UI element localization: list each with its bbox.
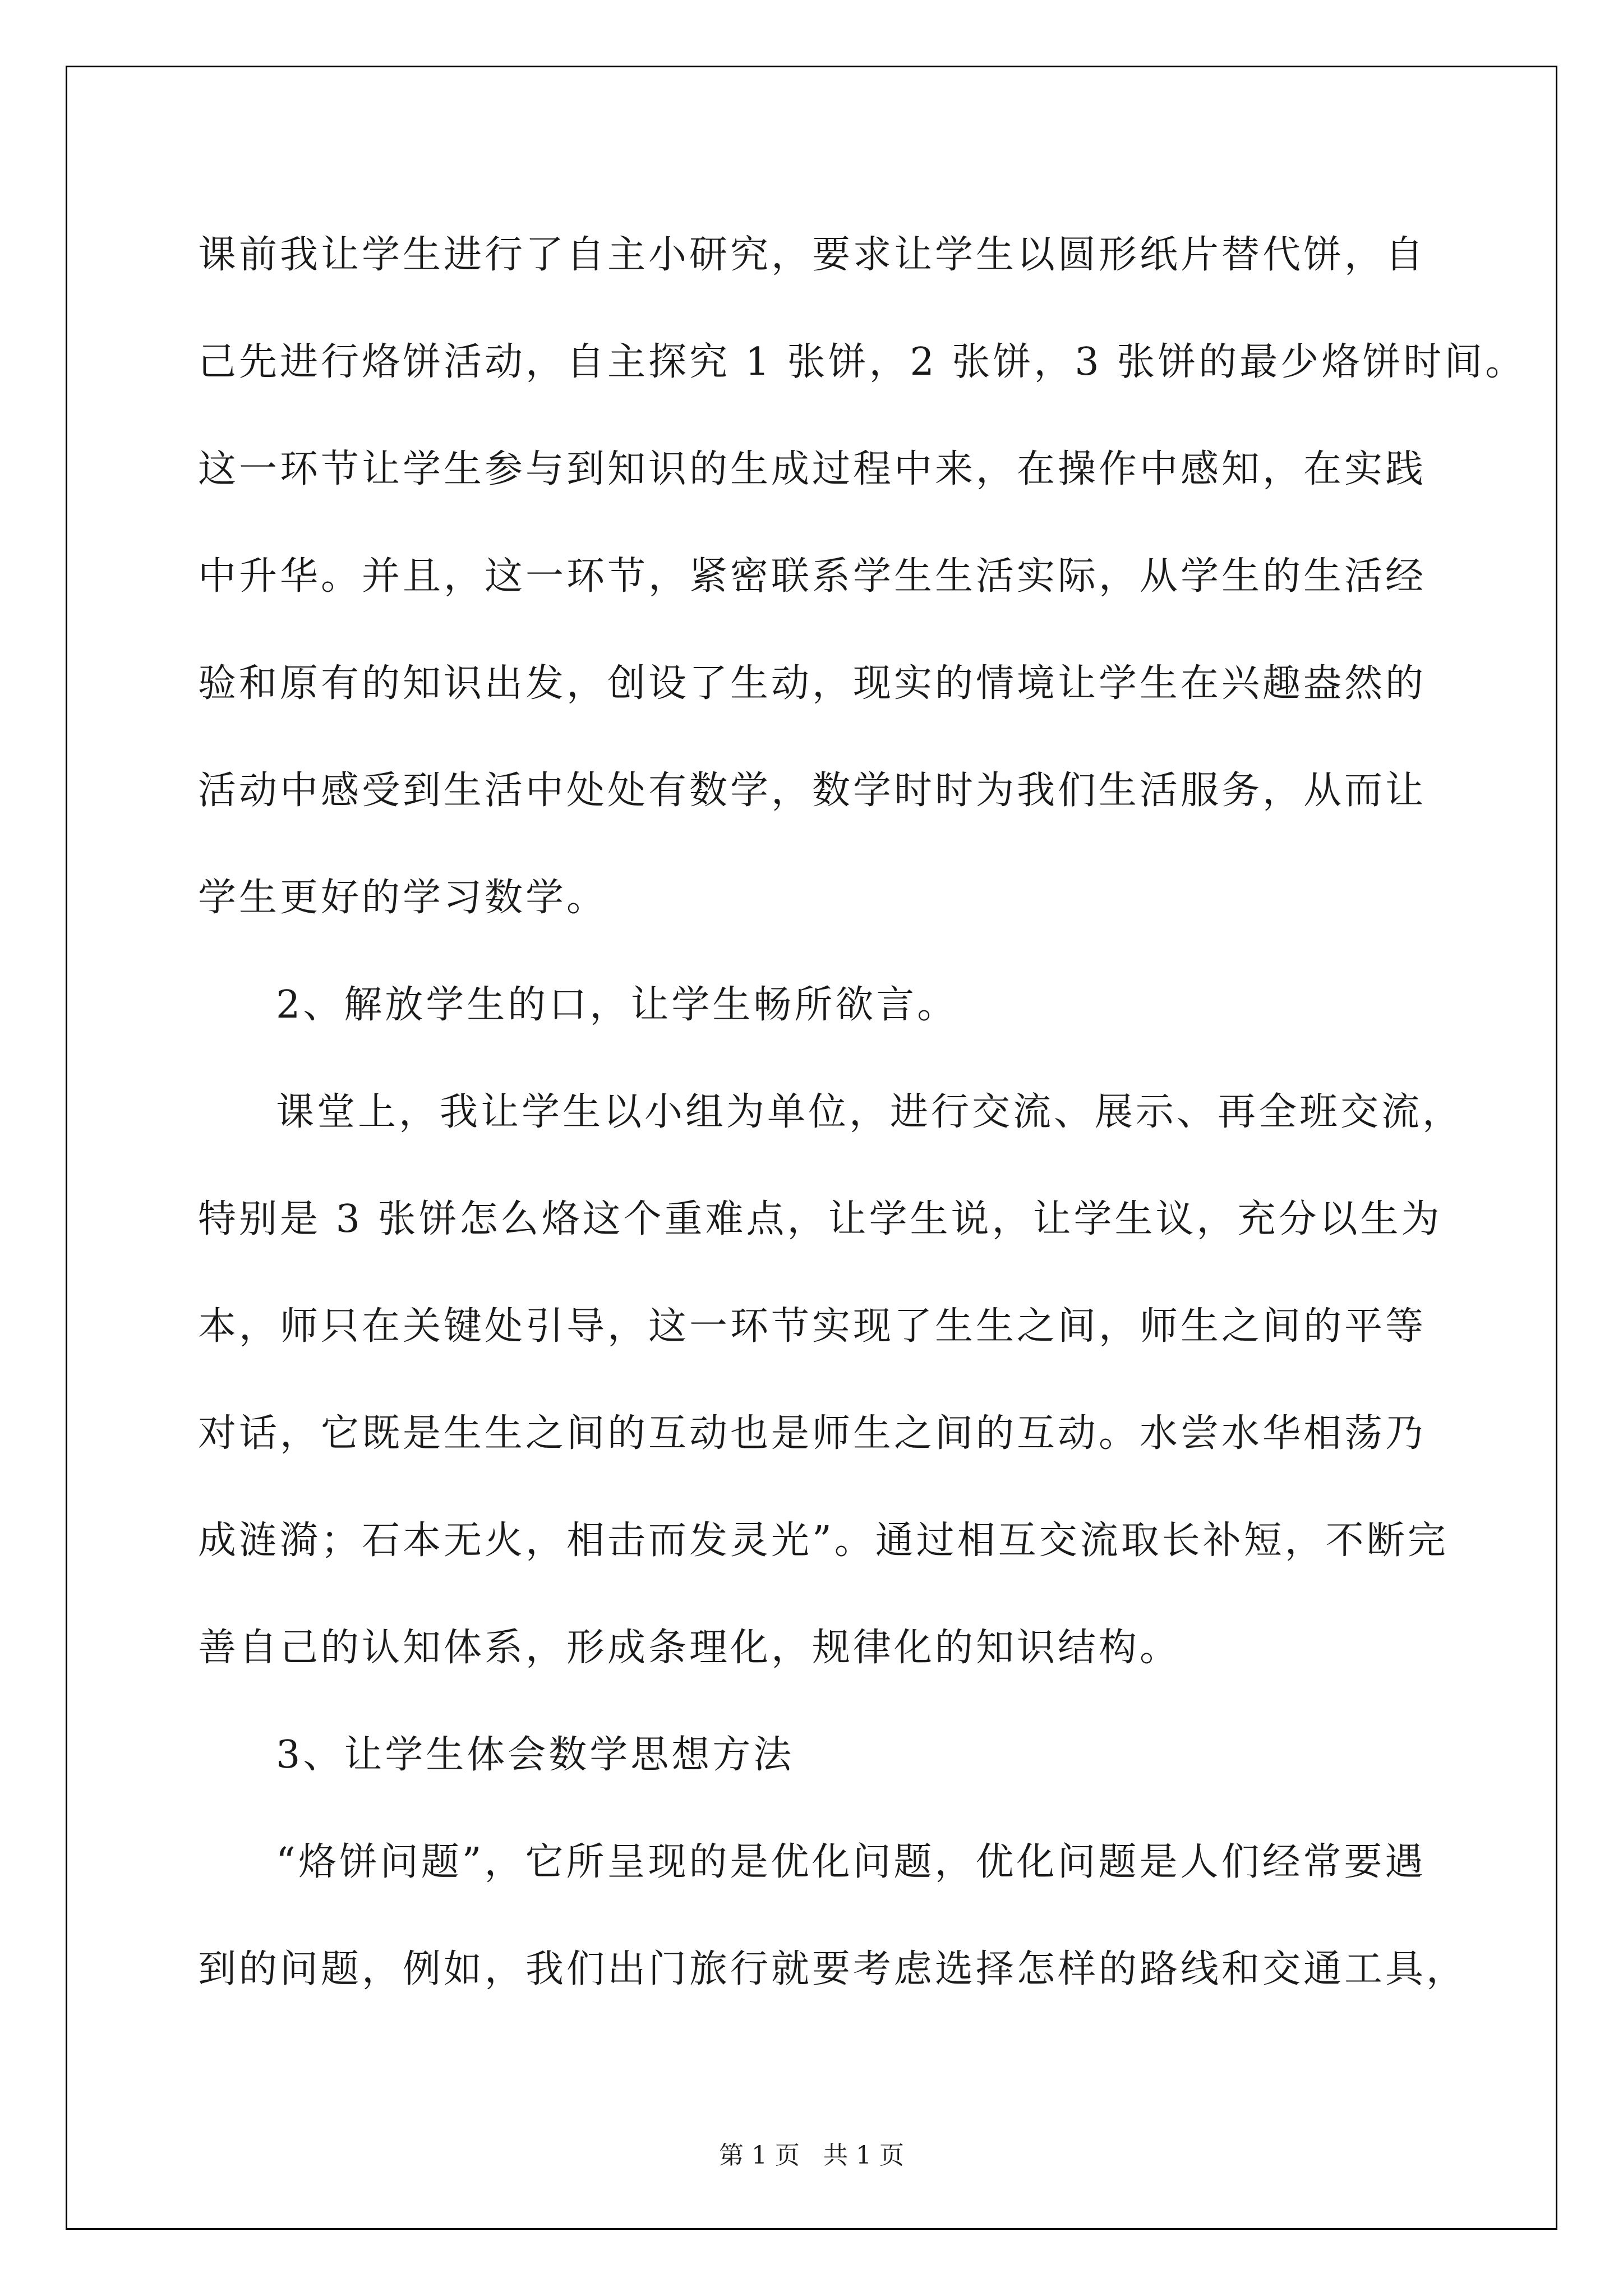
text-line: “烙饼问题”，它所呈现的是优化问题，优化问题是人们经常要遇 (276, 1840, 1426, 1884)
text-line: 善自己的认知体系，形成条理化，规律化的知识结构。 (198, 1626, 1181, 1670)
text-line: 学生更好的学习数学。 (198, 876, 608, 920)
text-line: 成涟漪；石本无火，相击而发灵光”。通过相互交流取长补短，不断完 (198, 1519, 1449, 1563)
text-line: 活动中感受到生活中处处有数学，数学时时为我们生活服务，从而让 (198, 769, 1427, 813)
text-line: 本，师只在关键处引导，这一环节实现了生生之间，师生之间的平等 (198, 1304, 1427, 1349)
text-line: 课前我让学生进行了自主小研究，要求让学生以圆形纸片替代饼，自 (198, 233, 1427, 277)
text-line: 己先进行烙饼活动，自主探究 1 张饼，2 张饼，3 张饼的最少烙饼时间。 (198, 340, 1527, 384)
page-number-footer: 第 1 页 共 1 页 (719, 2141, 904, 2170)
text-line: 课堂上，我让学生以小组为单位，进行交流、展示、再全班交流， (276, 1090, 1464, 1134)
text-line: 这一环节让学生参与到知识的生成过程中来，在操作中感知，在实践 (198, 447, 1427, 491)
section-heading: 2、解放学生的口，让学生畅所欲言。 (276, 983, 958, 1027)
text-line: 验和原有的知识出发，创设了生动，现实的情境让学生在兴趣盎然的 (198, 661, 1427, 706)
text-line: 对话，它既是生生之间的互动也是师生之间的互动。水尝水华相荡乃 (198, 1411, 1427, 1456)
text-line: 特别是 3 张饼怎么烙这个重难点，让学生说，让学生议，充分以生为 (198, 1197, 1442, 1241)
text-line: 到的问题，例如，我们出门旅行就要考虑选择怎样的路线和交通工具， (198, 1947, 1468, 1991)
section-heading: 3、让学生体会数学思想方法 (276, 1733, 795, 1777)
page-border (66, 66, 1557, 2230)
text-line: 中升华。并且，这一环节，紧密联系学生生活实际，从学生的生活经 (198, 554, 1427, 599)
